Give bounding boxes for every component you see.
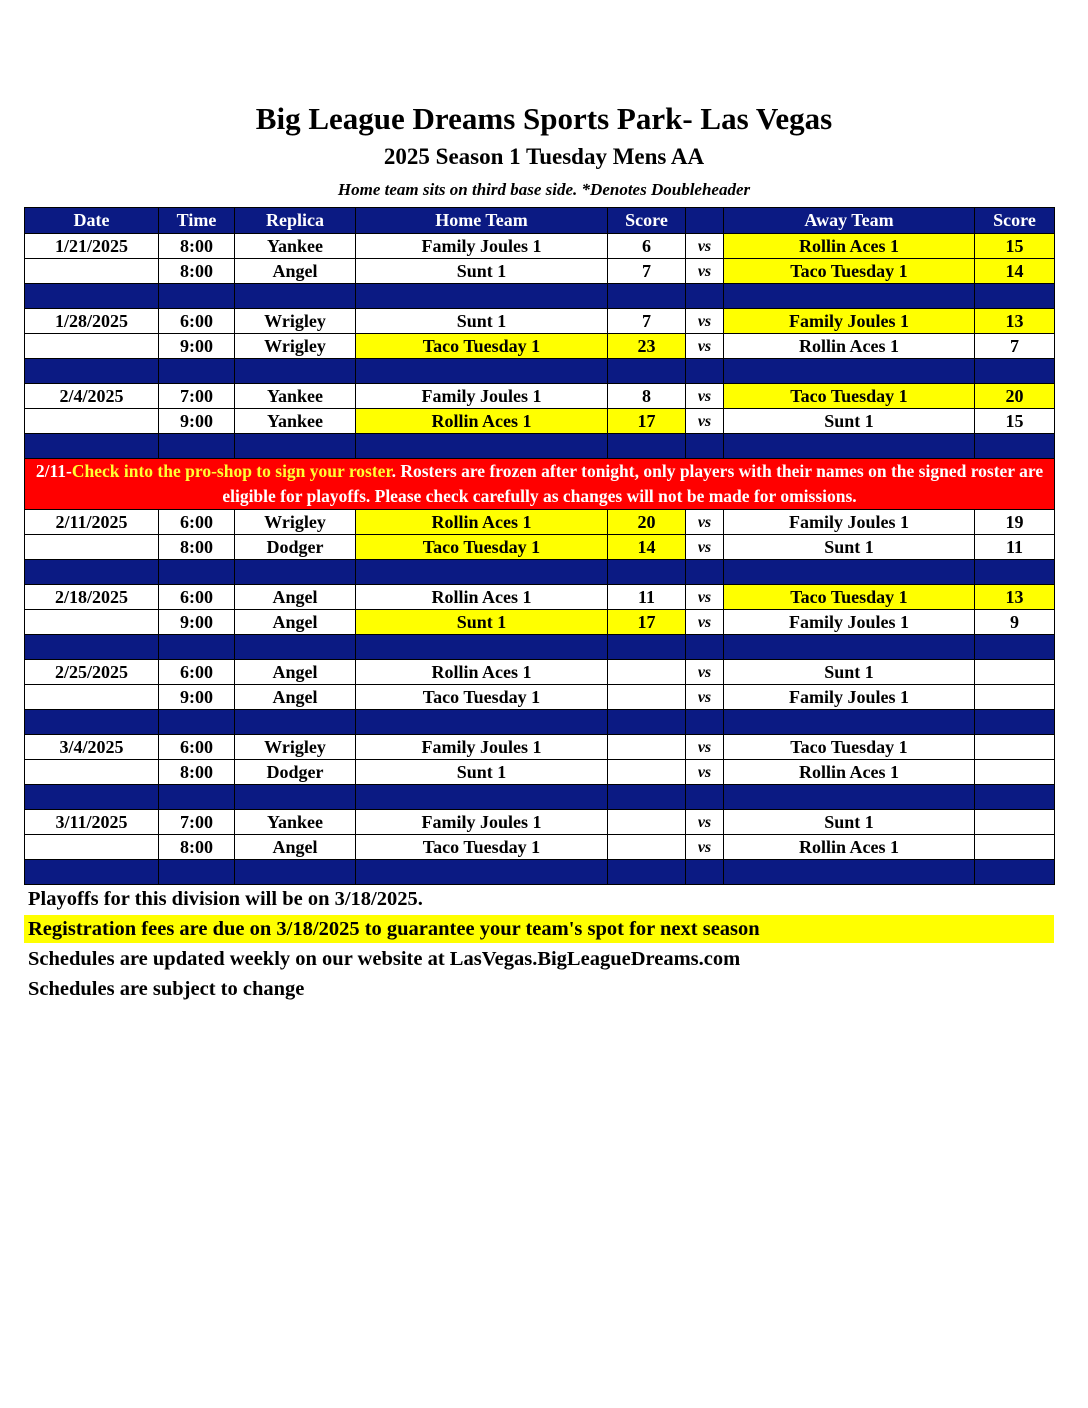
home-team: Taco Tuesday 1	[356, 334, 608, 359]
home-team: Family Joules 1	[356, 810, 608, 835]
game-row	[25, 309, 1055, 334]
separator-cell	[724, 359, 975, 384]
game-replica: Angel	[235, 835, 356, 860]
separator-cell	[608, 860, 686, 885]
separator-row	[25, 785, 1055, 810]
schedule-body	[25, 234, 1055, 885]
header-row	[25, 208, 1055, 234]
separator-cell	[235, 284, 356, 309]
separator-cell	[724, 560, 975, 585]
away-team: Rollin Aces 1	[724, 835, 975, 860]
separator-cell	[159, 359, 235, 384]
away-team: Sunt 1	[724, 660, 975, 685]
game-row	[25, 660, 1055, 685]
separator-row	[25, 860, 1055, 885]
home-team: Sunt 1	[356, 259, 608, 284]
vs-label: vs	[686, 535, 724, 560]
game-date	[25, 409, 159, 434]
vs-label: vs	[686, 234, 724, 259]
separator-cell	[724, 860, 975, 885]
separator-cell	[686, 560, 724, 585]
game-time: 8:00	[159, 259, 235, 284]
game-replica: Wrigley	[235, 334, 356, 359]
home-team: Family Joules 1	[356, 384, 608, 409]
home-team: Sunt 1	[356, 610, 608, 635]
notice-emphasis: Check into the pro-shop to sign your roster	[71, 461, 392, 481]
game-row	[25, 535, 1055, 560]
separator-cell	[686, 710, 724, 735]
separator-cell	[686, 860, 724, 885]
away-score: 13	[975, 309, 1055, 334]
home-team: Family Joules 1	[356, 735, 608, 760]
home-team: Taco Tuesday 1	[356, 835, 608, 860]
separator-cell	[686, 434, 724, 459]
col-date: Date	[25, 208, 159, 234]
game-row	[25, 610, 1055, 635]
away-score: 11	[975, 535, 1055, 560]
game-time: 9:00	[159, 409, 235, 434]
game-date: 3/11/2025	[25, 810, 159, 835]
separator-row	[25, 635, 1055, 660]
game-replica: Wrigley	[235, 735, 356, 760]
game-date: 2/11/2025	[25, 510, 159, 535]
home-score: 23	[608, 334, 686, 359]
separator-cell	[975, 359, 1055, 384]
separator-cell	[235, 860, 356, 885]
game-date: 2/25/2025	[25, 660, 159, 685]
separator-cell	[235, 785, 356, 810]
vs-label: vs	[686, 760, 724, 785]
separator-cell	[25, 785, 159, 810]
separator-cell	[975, 785, 1055, 810]
game-date: 3/4/2025	[25, 735, 159, 760]
away-team: Rollin Aces 1	[724, 760, 975, 785]
game-row	[25, 585, 1055, 610]
game-replica: Yankee	[235, 409, 356, 434]
separator-cell	[25, 860, 159, 885]
away-team: Sunt 1	[724, 409, 975, 434]
separator-cell	[608, 710, 686, 735]
separator-cell	[975, 635, 1055, 660]
home-score: 17	[608, 409, 686, 434]
away-score	[975, 810, 1055, 835]
home-team: Sunt 1	[356, 309, 608, 334]
away-team: Sunt 1	[724, 535, 975, 560]
separator-cell	[724, 284, 975, 309]
away-team: Family Joules 1	[724, 510, 975, 535]
separator-cell	[975, 860, 1055, 885]
home-score: 11	[608, 585, 686, 610]
home-score	[608, 835, 686, 860]
separator-cell	[235, 635, 356, 660]
home-team: Taco Tuesday 1	[356, 535, 608, 560]
separator-cell	[25, 635, 159, 660]
separator-row	[25, 560, 1055, 585]
away-score: 15	[975, 409, 1055, 434]
separator-cell	[159, 710, 235, 735]
separator-cell	[975, 284, 1055, 309]
away-score: 20	[975, 384, 1055, 409]
game-time: 9:00	[159, 685, 235, 710]
home-score	[608, 760, 686, 785]
separator-cell	[356, 434, 608, 459]
separator-row	[25, 284, 1055, 309]
game-replica: Angel	[235, 610, 356, 635]
game-row	[25, 334, 1055, 359]
separator-cell	[159, 860, 235, 885]
game-row	[25, 510, 1055, 535]
separator-cell	[159, 284, 235, 309]
vs-label: vs	[686, 309, 724, 334]
separator-cell	[25, 560, 159, 585]
separator-cell	[356, 560, 608, 585]
game-date	[25, 259, 159, 284]
game-row	[25, 810, 1055, 835]
game-row	[25, 685, 1055, 710]
separator-cell	[686, 785, 724, 810]
game-time: 8:00	[159, 835, 235, 860]
away-team: Taco Tuesday 1	[724, 259, 975, 284]
separator-cell	[159, 434, 235, 459]
home-team: Sunt 1	[356, 760, 608, 785]
away-score: 13	[975, 585, 1055, 610]
home-team: Rollin Aces 1	[356, 409, 608, 434]
separator-row	[25, 359, 1055, 384]
game-replica: Angel	[235, 660, 356, 685]
home-team: Taco Tuesday 1	[356, 685, 608, 710]
away-score	[975, 735, 1055, 760]
game-date: 1/21/2025	[25, 234, 159, 259]
vs-label: vs	[686, 610, 724, 635]
notice-date: 2/11-	[35, 461, 72, 481]
vs-label: vs	[686, 384, 724, 409]
away-score: 9	[975, 610, 1055, 635]
separator-cell	[25, 284, 159, 309]
vs-label: vs	[686, 735, 724, 760]
subject-note: Schedules are subject to change	[28, 978, 305, 1000]
game-replica: Wrigley	[235, 309, 356, 334]
away-team: Taco Tuesday 1	[724, 384, 975, 409]
separator-cell	[686, 284, 724, 309]
game-row	[25, 384, 1055, 409]
game-date: 2/18/2025	[25, 585, 159, 610]
separator-cell	[724, 785, 975, 810]
game-replica: Angel	[235, 685, 356, 710]
home-score: 17	[608, 610, 686, 635]
col-away-score: Score	[975, 208, 1055, 234]
separator-cell	[724, 635, 975, 660]
separator-cell	[356, 359, 608, 384]
col-home-score: Score	[608, 208, 686, 234]
away-team: Sunt 1	[724, 810, 975, 835]
roster-notice-row	[25, 459, 1055, 510]
game-date	[25, 535, 159, 560]
away-score	[975, 660, 1055, 685]
playoffs-note: Playoffs for this division will be on 3/18/2025.	[28, 888, 423, 910]
home-score	[608, 735, 686, 760]
vs-label: vs	[686, 259, 724, 284]
separator-cell	[724, 710, 975, 735]
separator-cell	[25, 359, 159, 384]
game-time: 6:00	[159, 660, 235, 685]
game-date	[25, 685, 159, 710]
away-score: 15	[975, 234, 1055, 259]
separator-cell	[25, 710, 159, 735]
game-date: 1/28/2025	[25, 309, 159, 334]
game-replica: Dodger	[235, 535, 356, 560]
separator-cell	[159, 785, 235, 810]
game-replica: Wrigley	[235, 510, 356, 535]
home-team-note: Home team sits on third base side. *Denotes Doubleheader	[337, 180, 751, 199]
separator-cell	[235, 710, 356, 735]
separator-cell	[356, 785, 608, 810]
game-replica: Angel	[235, 259, 356, 284]
game-replica: Yankee	[235, 384, 356, 409]
game-time: 6:00	[159, 510, 235, 535]
separator-cell	[235, 434, 356, 459]
away-score	[975, 760, 1055, 785]
game-date	[25, 610, 159, 635]
separator-cell	[159, 635, 235, 660]
separator-cell	[356, 860, 608, 885]
home-score: 7	[608, 259, 686, 284]
away-score: 14	[975, 259, 1055, 284]
roster-notice	[25, 459, 1055, 510]
col-away-team: Away Team	[724, 208, 975, 234]
home-team: Rollin Aces 1	[356, 510, 608, 535]
vs-label: vs	[686, 510, 724, 535]
registration-note: Registration fees are due on 3/18/2025 to guarantee your team's spot for next season	[24, 915, 1054, 943]
game-replica: Angel	[235, 585, 356, 610]
home-score: 14	[608, 535, 686, 560]
vs-label: vs	[686, 660, 724, 685]
game-date: 2/4/2025	[25, 384, 159, 409]
game-time: 8:00	[159, 535, 235, 560]
col-replica: Replica	[235, 208, 356, 234]
separator-cell	[356, 284, 608, 309]
game-date	[25, 760, 159, 785]
game-date	[25, 334, 159, 359]
separator-cell	[608, 434, 686, 459]
game-row	[25, 760, 1055, 785]
separator-cell	[686, 359, 724, 384]
col-vs	[686, 208, 724, 234]
separator-row	[25, 434, 1055, 459]
game-time: 7:00	[159, 810, 235, 835]
away-team: Rollin Aces 1	[724, 334, 975, 359]
game-row	[25, 735, 1055, 760]
game-time: 6:00	[159, 309, 235, 334]
separator-cell	[975, 560, 1055, 585]
separator-cell	[724, 434, 975, 459]
separator-cell	[159, 560, 235, 585]
vs-label: vs	[686, 585, 724, 610]
away-score	[975, 685, 1055, 710]
away-score: 19	[975, 510, 1055, 535]
home-score: 20	[608, 510, 686, 535]
game-replica: Yankee	[235, 810, 356, 835]
separator-cell	[608, 359, 686, 384]
separator-cell	[356, 710, 608, 735]
game-row	[25, 234, 1055, 259]
separator-cell	[608, 284, 686, 309]
away-team: Rollin Aces 1	[724, 234, 975, 259]
home-score	[608, 685, 686, 710]
home-team: Family Joules 1	[356, 234, 608, 259]
game-time: 8:00	[159, 760, 235, 785]
away-team: Family Joules 1	[724, 309, 975, 334]
vs-label: vs	[686, 685, 724, 710]
separator-cell	[975, 710, 1055, 735]
separator-cell	[356, 635, 608, 660]
home-team: Rollin Aces 1	[356, 660, 608, 685]
vs-label: vs	[686, 810, 724, 835]
game-row	[25, 835, 1055, 860]
game-time: 6:00	[159, 735, 235, 760]
separator-cell	[686, 635, 724, 660]
separator-cell	[975, 434, 1055, 459]
game-time: 7:00	[159, 384, 235, 409]
away-team: Taco Tuesday 1	[724, 585, 975, 610]
game-time: 8:00	[159, 234, 235, 259]
game-row	[25, 409, 1055, 434]
vs-label: vs	[686, 835, 724, 860]
separator-cell	[608, 560, 686, 585]
game-replica: Dodger	[235, 760, 356, 785]
home-score: 6	[608, 234, 686, 259]
separator-cell	[235, 560, 356, 585]
game-replica: Yankee	[235, 234, 356, 259]
schedule-table	[24, 207, 1055, 885]
game-time: 9:00	[159, 610, 235, 635]
home-score	[608, 660, 686, 685]
game-date	[25, 835, 159, 860]
vs-label: vs	[686, 334, 724, 359]
game-time: 6:00	[159, 585, 235, 610]
col-time: Time	[159, 208, 235, 234]
home-score	[608, 810, 686, 835]
game-row	[25, 259, 1055, 284]
away-score: 7	[975, 334, 1055, 359]
away-team: Family Joules 1	[724, 685, 975, 710]
away-team: Taco Tuesday 1	[724, 735, 975, 760]
separator-cell	[608, 635, 686, 660]
game-time: 9:00	[159, 334, 235, 359]
col-home-team: Home Team	[356, 208, 608, 234]
home-team: Rollin Aces 1	[356, 585, 608, 610]
page-subtitle: 2025 Season 1 Tuesday Mens AA	[383, 144, 705, 169]
separator-cell	[235, 359, 356, 384]
notice-text: . Rosters are frozen after tonight, only players with their names on the signed roster are eligible for playoffs. Please check carefully as changes will not be made for omissions.	[222, 461, 1044, 506]
vs-label: vs	[686, 409, 724, 434]
page-title: Big League Dreams Sports Park- Las Vegas	[255, 101, 833, 136]
away-team: Family Joules 1	[724, 610, 975, 635]
separator-cell	[25, 434, 159, 459]
separator-row	[25, 710, 1055, 735]
home-score: 7	[608, 309, 686, 334]
home-score: 8	[608, 384, 686, 409]
away-score	[975, 835, 1055, 860]
separator-cell	[608, 785, 686, 810]
website-note: Schedules are updated weekly on our website at LasVegas.BigLeagueDreams.com	[28, 948, 741, 970]
